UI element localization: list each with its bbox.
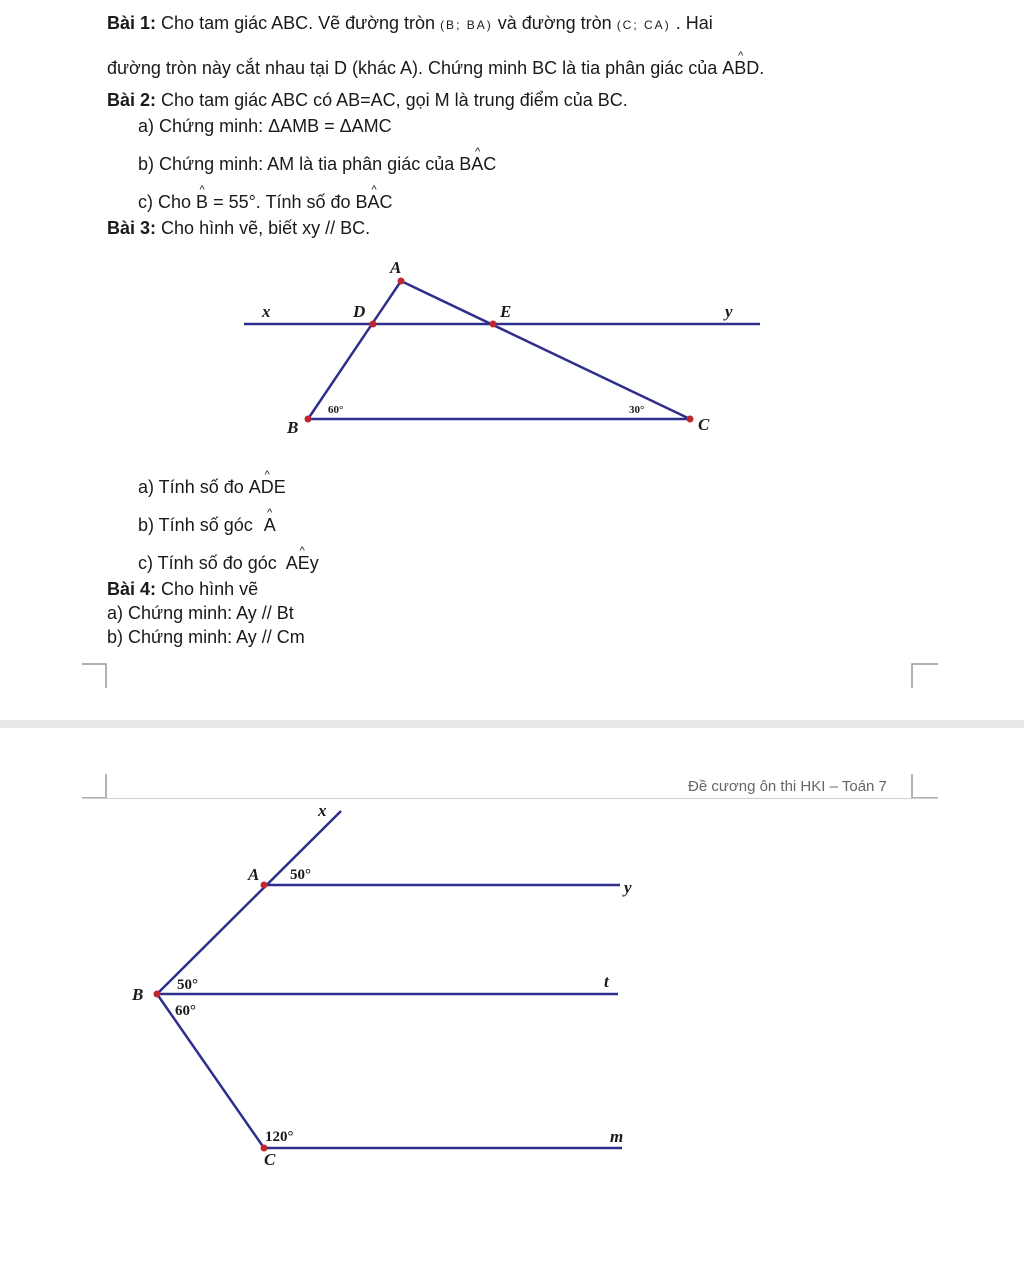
problem-2-text: Cho tam giác ABC có AB=AC, gọi M là trung điểm của BC.: [161, 90, 628, 110]
label-b: B: [132, 985, 144, 1004]
label-a: A: [390, 258, 402, 277]
figure-4: [0, 790, 1024, 1190]
angle-a: ^ A: [264, 513, 276, 537]
angle-b: ^ B: [196, 190, 208, 214]
problem-4-label: Bài 4:: [107, 579, 157, 599]
corner-mark-br: [910, 662, 940, 692]
problem-3c: [138, 551, 319, 575]
point-d: [370, 321, 377, 328]
angle-b-value: 60°: [328, 404, 344, 416]
problem-1-text-2: và đường tròn: [497, 13, 612, 33]
problem-4-text: Cho hình vẽ: [161, 579, 259, 599]
label-a: A: [248, 865, 260, 884]
label-d: D: [353, 302, 366, 321]
problem-3-label: Bài 3:: [107, 218, 157, 238]
page-header: Đề cương ôn thi HKI – Toán 7: [688, 778, 887, 795]
angle-abd: ^ ABD: [722, 56, 759, 80]
angle-bac: ^ BAC: [459, 152, 496, 176]
problem-3c-text: c) Tính số đo góc: [138, 553, 277, 573]
label-e: E: [500, 302, 512, 321]
circle-b: (B; BA): [440, 18, 493, 32]
angle-b2-value: 60°: [175, 1003, 196, 1019]
angle-b1-value: 50°: [177, 977, 198, 993]
problem-3-text: Cho hình vẽ, biết xy // BC.: [161, 218, 371, 238]
label-c: C: [698, 415, 710, 434]
label-m: m: [610, 1127, 624, 1146]
point-b: [154, 991, 161, 998]
point-a: [261, 882, 268, 889]
angle-c-value: 30°: [629, 404, 645, 416]
point-e: [490, 321, 497, 328]
problem-2c-mid: = 55°. Tính số đo: [213, 192, 351, 212]
problem-1-line-2a: đường tròn này cắt nhau tại D (khác A). Chứng minh BC là tia phân giác của: [107, 58, 718, 78]
point-b: [305, 416, 312, 423]
label-y: y: [624, 878, 632, 897]
angle-ade: ^ ADE: [249, 475, 286, 499]
problem-3a-text: a) Tính số đo: [138, 477, 244, 497]
problem-4a: a) Chứng minh: Ay // Bt: [107, 603, 294, 623]
problem-1-text: Cho tam giác ABC. Vẽ đường tròn: [161, 13, 436, 33]
problem-3a: [138, 475, 286, 499]
label-x: x: [262, 302, 271, 321]
problem-3b: [138, 513, 276, 537]
circle-c: (C; CA): [616, 18, 671, 32]
problem-2a: a) Chứng minh: ΔAMB = ΔAMC: [138, 116, 392, 136]
problem-4b: b) Chứng minh: Ay // Cm: [107, 627, 305, 647]
problem-1-label: Bài 1:: [107, 13, 157, 33]
angle-bac-2: ^ BAC: [356, 190, 393, 214]
corner-mark-bl: [80, 662, 110, 692]
label-y: y: [725, 302, 733, 321]
segment-ac: [401, 281, 690, 419]
problem-4-line: [107, 577, 258, 601]
point-c: [687, 416, 694, 423]
problem-2-label: Bài 2:: [107, 90, 157, 110]
segment-bc: [157, 994, 264, 1148]
page-break: [0, 720, 1024, 728]
angle-c-value: 120°: [265, 1129, 294, 1145]
problem-2c-text: c) Cho: [138, 192, 192, 212]
label-b: B: [287, 418, 299, 437]
label-c: C: [264, 1150, 276, 1169]
problem-2b-text: b) Chứng minh: AM là tia phân giác của: [138, 154, 455, 174]
problem-1-period: .: [759, 58, 765, 78]
angle-a-value: 50°: [290, 867, 311, 883]
angle-aey: ^ AEy: [286, 551, 319, 575]
problem-1-text-3: . Hai: [675, 13, 713, 33]
line-bx: [157, 811, 341, 994]
point-a: [398, 278, 405, 285]
problem-3b-text: b) Tính số góc: [138, 515, 253, 535]
label-t: t: [604, 972, 609, 991]
label-x: x: [318, 801, 327, 820]
